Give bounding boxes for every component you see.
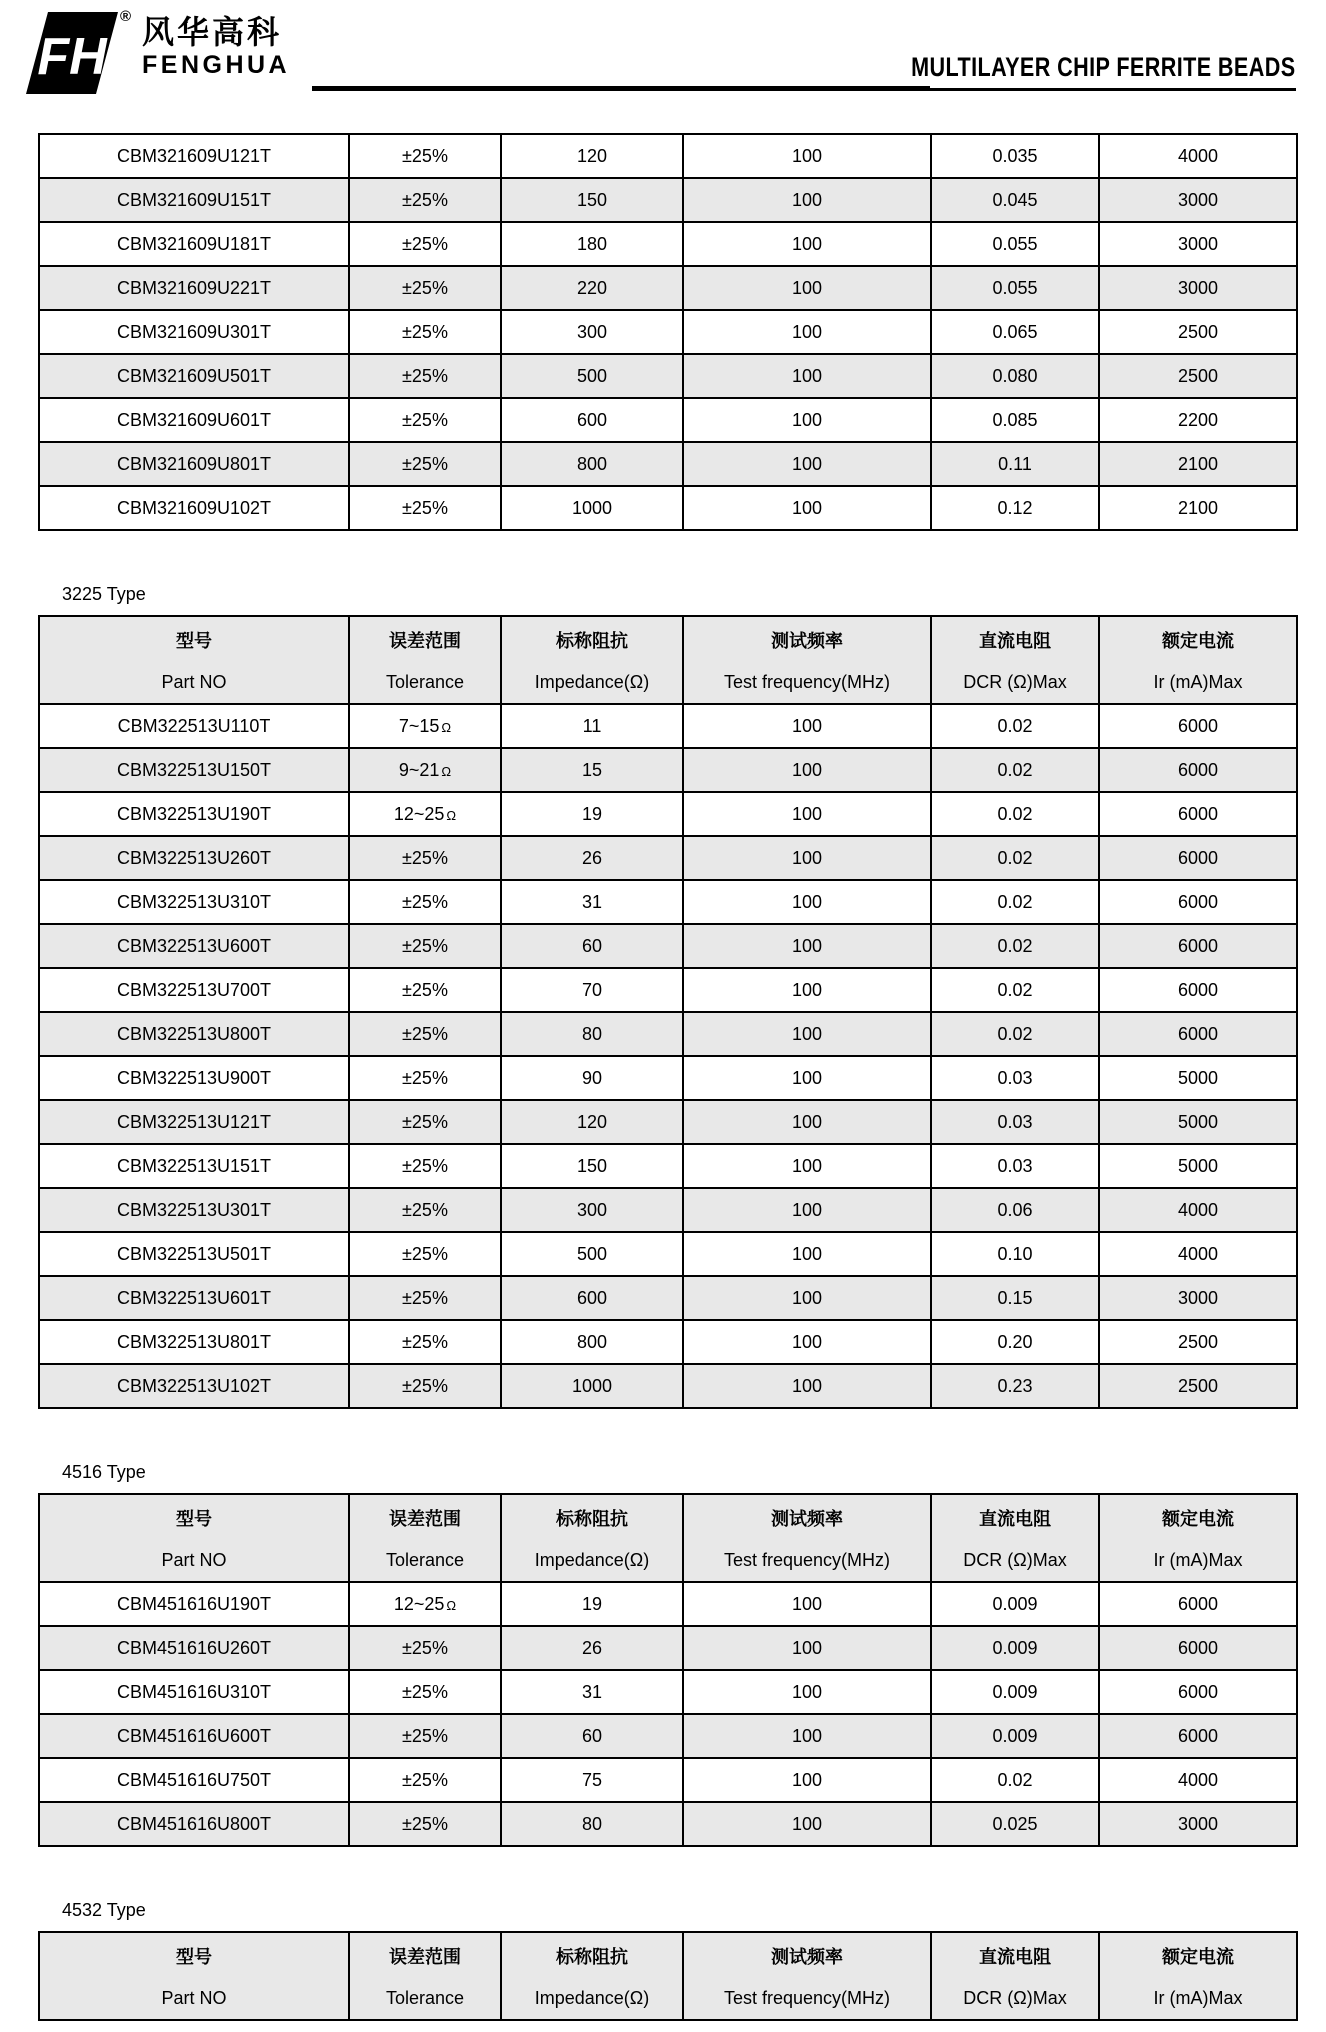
cell-dcr: 0.085	[931, 398, 1099, 442]
cell-rated-current: 4000	[1099, 134, 1297, 178]
cell-test-frequency: 100	[683, 880, 931, 924]
cell-test-frequency: 100	[683, 968, 931, 1012]
cell-test-frequency: 100	[683, 1276, 931, 1320]
table-row	[39, 398, 1297, 442]
table-header-row	[39, 1494, 1297, 1582]
column-header-en: Impedance(Ω)	[534, 1550, 650, 1570]
column-header-impedance	[501, 1932, 683, 2020]
cell-rated-current: 6000	[1099, 924, 1297, 968]
cell-part-no: CBM451616U800T	[39, 1802, 349, 1846]
cell-part-no: CBM321609U151T	[39, 178, 349, 222]
cell-impedance: 90	[501, 1056, 683, 1100]
cell-impedance: 1000	[501, 1364, 683, 1408]
ohm-unit: Ω	[441, 763, 452, 779]
table-header-row	[39, 616, 1297, 704]
cell-rated-current: 6000	[1099, 1670, 1297, 1714]
cell-test-frequency: 100	[683, 398, 931, 442]
cell-dcr: 0.045	[931, 178, 1099, 222]
table-row	[39, 880, 1297, 924]
column-header-cn: 额定电流	[1162, 1509, 1234, 1529]
column-header-en: Ir (mA)Max	[1153, 1988, 1243, 2008]
table-row	[39, 310, 1297, 354]
cell-impedance: 19	[501, 1582, 683, 1626]
cell-tolerance: ±25%	[349, 310, 501, 354]
cell-impedance: 220	[501, 266, 683, 310]
table-row	[39, 1714, 1297, 1758]
column-header-test-frequency	[683, 1494, 931, 1582]
column-header-rated-current	[1099, 1932, 1297, 2020]
table-row	[39, 1012, 1297, 1056]
registered-trademark-icon: ®	[120, 8, 132, 25]
cell-part-no: CBM451616U600T	[39, 1714, 349, 1758]
column-header-en: Ir (mA)Max	[1153, 1550, 1243, 1570]
cell-dcr: 0.035	[931, 134, 1099, 178]
cell-rated-current: 2500	[1099, 310, 1297, 354]
cell-rated-current: 4000	[1099, 1188, 1297, 1232]
section-label-4516: 4516 Type	[62, 1462, 146, 1482]
cell-impedance: 600	[501, 1276, 683, 1320]
table-row	[39, 1582, 1297, 1626]
cell-dcr: 0.02	[931, 924, 1099, 968]
ohm-unit: Ω	[446, 1597, 457, 1613]
cell-part-no: CBM322513U801T	[39, 1320, 349, 1364]
table-row	[39, 792, 1297, 836]
cell-dcr: 0.02	[931, 836, 1099, 880]
section-label-3225: 3225 Type	[62, 584, 146, 604]
cell-tolerance: ±25%	[349, 1188, 501, 1232]
spec-table-3225	[38, 615, 1298, 1409]
column-header-en: DCR (Ω)Max	[963, 1988, 1067, 2008]
cell-test-frequency: 100	[683, 1582, 931, 1626]
table-row	[39, 924, 1297, 968]
cell-impedance: 500	[501, 1232, 683, 1276]
section-3225-type	[0, 583, 1326, 1409]
cell-rated-current: 4000	[1099, 1232, 1297, 1276]
cell-part-no: CBM322513U301T	[39, 1188, 349, 1232]
cell-test-frequency: 100	[683, 1056, 931, 1100]
cell-tolerance: ±25%	[349, 1802, 501, 1846]
column-header-cn: 标称阻抗	[556, 631, 628, 651]
column-header-dcr	[931, 616, 1099, 704]
cell-rated-current: 2500	[1099, 354, 1297, 398]
cell-part-no: CBM322513U700T	[39, 968, 349, 1012]
cell-tolerance: ±25%	[349, 924, 501, 968]
column-header-en: Impedance(Ω)	[534, 1988, 650, 2008]
column-header-en: Part NO	[161, 1988, 227, 2008]
table-row	[39, 1188, 1297, 1232]
column-header-cn: 型号	[176, 1947, 212, 1967]
cell-impedance: 26	[501, 836, 683, 880]
cell-impedance: 80	[501, 1802, 683, 1846]
cell-rated-current: 2500	[1099, 1320, 1297, 1364]
cell-rated-current: 5000	[1099, 1056, 1297, 1100]
column-header-cn: 型号	[176, 1509, 212, 1529]
cell-test-frequency: 100	[683, 1714, 931, 1758]
cell-tolerance: ±25%	[349, 1232, 501, 1276]
cell-tolerance: ±25%	[349, 354, 501, 398]
header-rule-thin	[930, 88, 1296, 91]
cell-impedance: 800	[501, 1320, 683, 1364]
cell-rated-current: 3000	[1099, 266, 1297, 310]
column-header-en: Tolerance	[385, 672, 465, 692]
cell-dcr: 0.20	[931, 1320, 1099, 1364]
section-label-4532: 4532 Type	[62, 1900, 146, 1920]
cell-test-frequency: 100	[683, 1320, 931, 1364]
cell-tolerance: ±25%	[349, 134, 501, 178]
cell-part-no: CBM451616U190T	[39, 1582, 349, 1626]
cell-dcr: 0.02	[931, 880, 1099, 924]
cell-rated-current: 6000	[1099, 704, 1297, 748]
column-header-part-no	[39, 1932, 349, 2020]
brand-name-chinese: 风华高科	[142, 14, 283, 50]
column-header-en: DCR (Ω)Max	[963, 672, 1067, 692]
column-header-en: Part NO	[161, 1550, 227, 1570]
column-header-test-frequency	[683, 1932, 931, 2020]
cell-tolerance: ±25%	[349, 1276, 501, 1320]
table-row	[39, 134, 1297, 178]
cell-test-frequency: 100	[683, 836, 931, 880]
table-row	[39, 748, 1297, 792]
cell-part-no: CBM322513U601T	[39, 1276, 349, 1320]
cell-tolerance: 12~25 Ω	[349, 792, 501, 836]
cell-part-no: CBM321609U801T	[39, 442, 349, 486]
column-header-en: Ir (mA)Max	[1153, 672, 1243, 692]
cell-test-frequency: 100	[683, 178, 931, 222]
cell-test-frequency: 100	[683, 486, 931, 530]
column-header-en: Test frequency(MHz)	[723, 672, 891, 692]
cell-test-frequency: 100	[683, 792, 931, 836]
table-row	[39, 1364, 1297, 1408]
cell-part-no: CBM321609U181T	[39, 222, 349, 266]
cell-test-frequency: 100	[683, 704, 931, 748]
cell-impedance: 120	[501, 134, 683, 178]
page-title: MULTILAYER CHIP FERRITE BEADS	[911, 52, 1296, 82]
page-header	[0, 0, 1326, 133]
ohm-unit: Ω	[441, 719, 452, 735]
column-header-cn: 测试频率	[771, 1947, 843, 1967]
table-row	[39, 1276, 1297, 1320]
cell-test-frequency: 100	[683, 1012, 931, 1056]
cell-dcr: 0.055	[931, 222, 1099, 266]
cell-part-no: CBM322513U800T	[39, 1012, 349, 1056]
cell-part-no: CBM451616U260T	[39, 1626, 349, 1670]
cell-dcr: 0.02	[931, 1012, 1099, 1056]
table-row	[39, 1758, 1297, 1802]
cell-impedance: 70	[501, 968, 683, 1012]
cell-tolerance: ±25%	[349, 1144, 501, 1188]
column-header-en: DCR (Ω)Max	[963, 1550, 1067, 1570]
cell-dcr: 0.03	[931, 1144, 1099, 1188]
cell-rated-current: 6000	[1099, 1626, 1297, 1670]
column-header-cn: 直流电阻	[979, 1509, 1051, 1529]
cell-tolerance: ±25%	[349, 1100, 501, 1144]
cell-rated-current: 4000	[1099, 1758, 1297, 1802]
cell-rated-current: 3000	[1099, 222, 1297, 266]
column-header-cn: 误差范围	[389, 1947, 461, 1967]
cell-rated-current: 5000	[1099, 1100, 1297, 1144]
cell-dcr: 0.03	[931, 1056, 1099, 1100]
cell-tolerance: ±25%	[349, 178, 501, 222]
cell-part-no: CBM322513U110T	[39, 704, 349, 748]
column-header-cn: 误差范围	[389, 1509, 461, 1529]
cell-rated-current: 6000	[1099, 836, 1297, 880]
cell-tolerance: ±25%	[349, 1670, 501, 1714]
cell-dcr: 0.009	[931, 1714, 1099, 1758]
table-row	[39, 354, 1297, 398]
table-row	[39, 222, 1297, 266]
cell-impedance: 300	[501, 310, 683, 354]
cell-dcr: 0.02	[931, 968, 1099, 1012]
cell-part-no: CBM451616U750T	[39, 1758, 349, 1802]
table-row	[39, 1232, 1297, 1276]
cell-part-no: CBM321609U102T	[39, 486, 349, 530]
cell-rated-current: 3000	[1099, 1276, 1297, 1320]
cell-dcr: 0.02	[931, 1758, 1099, 1802]
column-header-impedance	[501, 1494, 683, 1582]
column-header-cn: 直流电阻	[979, 1947, 1051, 1967]
table-row	[39, 1320, 1297, 1364]
cell-rated-current: 3000	[1099, 178, 1297, 222]
cell-test-frequency: 100	[683, 1802, 931, 1846]
column-header-cn: 额定电流	[1162, 631, 1234, 651]
cell-test-frequency: 100	[683, 1626, 931, 1670]
column-header-cn: 标称阻抗	[556, 1947, 628, 1967]
cell-test-frequency: 100	[683, 134, 931, 178]
table-row	[39, 704, 1297, 748]
cell-impedance: 15	[501, 748, 683, 792]
cell-impedance: 800	[501, 442, 683, 486]
ohm-unit: Ω	[446, 807, 457, 823]
cell-dcr: 0.02	[931, 704, 1099, 748]
column-header-cn: 误差范围	[389, 631, 461, 651]
cell-tolerance: ±25%	[349, 968, 501, 1012]
cell-dcr: 0.15	[931, 1276, 1099, 1320]
cell-rated-current: 6000	[1099, 1012, 1297, 1056]
cell-impedance: 150	[501, 178, 683, 222]
cell-dcr: 0.02	[931, 792, 1099, 836]
table-row	[39, 266, 1297, 310]
column-header-cn: 测试频率	[771, 631, 843, 651]
cell-dcr: 0.009	[931, 1670, 1099, 1714]
cell-tolerance: ±25%	[349, 442, 501, 486]
cell-part-no: CBM321609U221T	[39, 266, 349, 310]
cell-impedance: 11	[501, 704, 683, 748]
column-header-tolerance	[349, 1932, 501, 2020]
column-header-en: Test frequency(MHz)	[723, 1988, 891, 2008]
column-header-tolerance	[349, 616, 501, 704]
column-header-en: Part NO	[161, 672, 227, 692]
table-row	[39, 1670, 1297, 1714]
cell-tolerance: ±25%	[349, 1012, 501, 1056]
cell-dcr: 0.23	[931, 1364, 1099, 1408]
cell-rated-current: 3000	[1099, 1802, 1297, 1846]
cell-part-no: CBM322513U501T	[39, 1232, 349, 1276]
column-header-part-no	[39, 1494, 349, 1582]
cell-impedance: 31	[501, 880, 683, 924]
brand-name-english: FENGHUA	[142, 51, 291, 79]
cell-impedance: 31	[501, 1670, 683, 1714]
cell-part-no: CBM321609U301T	[39, 310, 349, 354]
column-header-en: Impedance(Ω)	[534, 672, 650, 692]
cell-rated-current: 6000	[1099, 1582, 1297, 1626]
cell-part-no: CBM322513U310T	[39, 880, 349, 924]
column-header-en: Tolerance	[385, 1550, 465, 1570]
column-header-cn: 测试频率	[771, 1509, 843, 1529]
cell-part-no: CBM322513U260T	[39, 836, 349, 880]
cell-tolerance: 12~25 Ω	[349, 1582, 501, 1626]
column-header-cn: 型号	[176, 631, 212, 651]
cell-dcr: 0.065	[931, 310, 1099, 354]
cell-tolerance: ±25%	[349, 1364, 501, 1408]
cell-impedance: 180	[501, 222, 683, 266]
column-header-rated-current	[1099, 616, 1297, 704]
cell-dcr: 0.025	[931, 1802, 1099, 1846]
cell-test-frequency: 100	[683, 748, 931, 792]
cell-tolerance: ±25%	[349, 1056, 501, 1100]
column-header-en: Tolerance	[385, 1988, 465, 2008]
section-4516-type	[0, 1461, 1326, 1847]
cell-test-frequency: 100	[683, 1364, 931, 1408]
table-row	[39, 1100, 1297, 1144]
cell-tolerance: ±25%	[349, 1320, 501, 1364]
cell-test-frequency: 100	[683, 1144, 931, 1188]
column-header-rated-current	[1099, 1494, 1297, 1582]
table-row	[39, 178, 1297, 222]
table-row	[39, 486, 1297, 530]
cell-tolerance: ±25%	[349, 1626, 501, 1670]
cell-tolerance: ±25%	[349, 486, 501, 530]
column-header-cn: 标称阻抗	[556, 1509, 628, 1529]
table-row	[39, 1626, 1297, 1670]
cell-part-no: CBM451616U310T	[39, 1670, 349, 1714]
column-header-part-no	[39, 616, 349, 704]
spec-table-4516	[38, 1493, 1298, 1847]
cell-part-no: CBM322513U600T	[39, 924, 349, 968]
cell-impedance: 80	[501, 1012, 683, 1056]
cell-dcr: 0.009	[931, 1582, 1099, 1626]
column-header-dcr	[931, 1932, 1099, 2020]
column-header-impedance	[501, 616, 683, 704]
cell-rated-current: 6000	[1099, 748, 1297, 792]
cell-test-frequency: 100	[683, 1232, 931, 1276]
cell-test-frequency: 100	[683, 924, 931, 968]
cell-dcr: 0.055	[931, 266, 1099, 310]
cell-impedance: 26	[501, 1626, 683, 1670]
column-header-en: Test frequency(MHz)	[723, 1550, 891, 1570]
cell-test-frequency: 100	[683, 1758, 931, 1802]
cell-tolerance: ±25%	[349, 880, 501, 924]
cell-impedance: 300	[501, 1188, 683, 1232]
cell-tolerance: ±25%	[349, 222, 501, 266]
cell-rated-current: 6000	[1099, 1714, 1297, 1758]
logo-monogram: FH	[37, 28, 107, 86]
cell-tolerance: ±25%	[349, 266, 501, 310]
fenghua-logo-icon	[26, 12, 118, 94]
cell-dcr: 0.10	[931, 1232, 1099, 1276]
cell-tolerance: 7~15 Ω	[349, 704, 501, 748]
cell-rated-current: 6000	[1099, 792, 1297, 836]
cell-dcr: 0.080	[931, 354, 1099, 398]
column-header-test-frequency	[683, 616, 931, 704]
cell-dcr: 0.009	[931, 1626, 1099, 1670]
spec-table-4532	[38, 1931, 1298, 2021]
spec-table-321609	[38, 133, 1298, 531]
table-row	[39, 968, 1297, 1012]
cell-part-no: CBM321609U601T	[39, 398, 349, 442]
cell-test-frequency: 100	[683, 310, 931, 354]
cell-test-frequency: 100	[683, 1670, 931, 1714]
cell-rated-current: 2100	[1099, 486, 1297, 530]
cell-dcr: 0.11	[931, 442, 1099, 486]
cell-test-frequency: 100	[683, 222, 931, 266]
table-row	[39, 1056, 1297, 1100]
cell-tolerance: ±25%	[349, 1758, 501, 1802]
column-header-dcr	[931, 1494, 1099, 1582]
cell-part-no: CBM322513U121T	[39, 1100, 349, 1144]
column-header-cn: 直流电阻	[979, 631, 1051, 651]
brand-block	[142, 16, 290, 78]
header-rule-thick	[312, 86, 930, 91]
cell-rated-current: 2200	[1099, 398, 1297, 442]
cell-test-frequency: 100	[683, 442, 931, 486]
cell-test-frequency: 100	[683, 1188, 931, 1232]
column-header-cn: 额定电流	[1162, 1947, 1234, 1967]
cell-tolerance: ±25%	[349, 398, 501, 442]
cell-dcr: 0.12	[931, 486, 1099, 530]
cell-part-no: CBM322513U150T	[39, 748, 349, 792]
cell-dcr: 0.02	[931, 748, 1099, 792]
cell-impedance: 120	[501, 1100, 683, 1144]
table-row	[39, 1802, 1297, 1846]
cell-test-frequency: 100	[683, 354, 931, 398]
cell-part-no: CBM321609U121T	[39, 134, 349, 178]
cell-test-frequency: 100	[683, 266, 931, 310]
cell-tolerance: ±25%	[349, 1714, 501, 1758]
cell-impedance: 600	[501, 398, 683, 442]
cell-part-no: CBM321609U501T	[39, 354, 349, 398]
cell-rated-current: 5000	[1099, 1144, 1297, 1188]
cell-rated-current: 6000	[1099, 880, 1297, 924]
cell-part-no: CBM322513U900T	[39, 1056, 349, 1100]
cell-dcr: 0.06	[931, 1188, 1099, 1232]
cell-impedance: 1000	[501, 486, 683, 530]
cell-part-no: CBM322513U190T	[39, 792, 349, 836]
cell-rated-current: 2500	[1099, 1364, 1297, 1408]
cell-dcr: 0.03	[931, 1100, 1099, 1144]
cell-impedance: 150	[501, 1144, 683, 1188]
cell-part-no: CBM322513U102T	[39, 1364, 349, 1408]
table-row	[39, 1144, 1297, 1188]
cell-impedance: 75	[501, 1758, 683, 1802]
cell-tolerance: 9~21 Ω	[349, 748, 501, 792]
section-321609-continued	[0, 133, 1326, 531]
cell-rated-current: 2100	[1099, 442, 1297, 486]
section-4532-type	[0, 1899, 1326, 2021]
cell-test-frequency: 100	[683, 1100, 931, 1144]
cell-rated-current: 6000	[1099, 968, 1297, 1012]
table-row	[39, 836, 1297, 880]
cell-impedance: 19	[501, 792, 683, 836]
column-header-tolerance	[349, 1494, 501, 1582]
cell-tolerance: ±25%	[349, 836, 501, 880]
cell-part-no: CBM322513U151T	[39, 1144, 349, 1188]
table-row	[39, 442, 1297, 486]
table-header-row	[39, 1932, 1297, 2020]
cell-impedance: 60	[501, 924, 683, 968]
cell-impedance: 500	[501, 354, 683, 398]
cell-impedance: 60	[501, 1714, 683, 1758]
